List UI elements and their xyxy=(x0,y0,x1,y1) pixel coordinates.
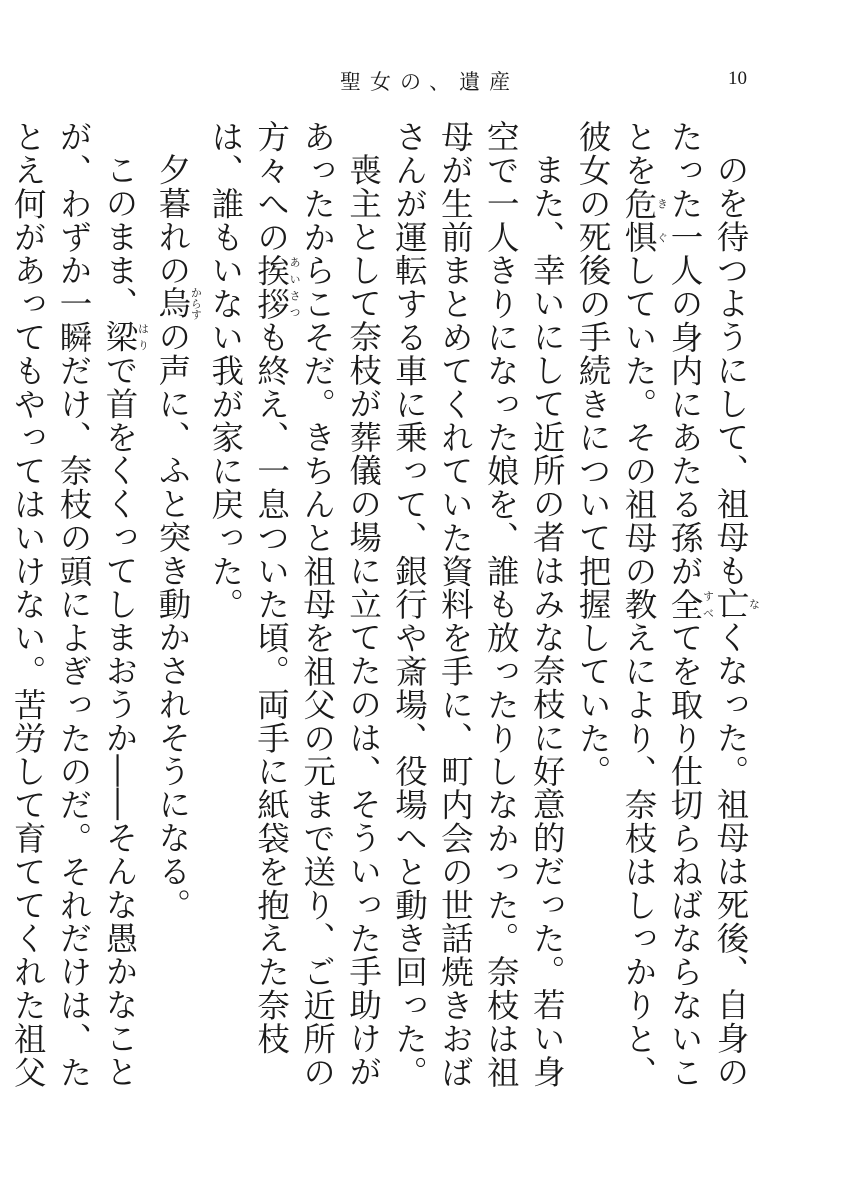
paragraph xyxy=(386,120,570,1120)
text-run: 夕暮れの xyxy=(153,152,192,287)
furigana: からす xyxy=(189,286,203,320)
ruby-base: 梁 xyxy=(100,319,139,353)
vertical-body-text xyxy=(9,120,761,1120)
ruby-base: 烏 xyxy=(153,286,192,320)
ruby-word xyxy=(712,586,761,621)
furigana: な xyxy=(747,586,761,621)
text-run: また、幸いにして近所の者はみな奈枝に好意的だった。若い身空で一人きりになった娘を、誰も放ったりしなかった。奈枝は祖母が生前まとめてくれていた資料を手に、町内会の世話焼きおばさんが運転する車に乗って、銀行や斎場、役場へと動き回った。 xyxy=(390,120,567,1089)
paragraph xyxy=(0,120,149,1120)
paragraph xyxy=(202,120,386,1120)
running-title: 聖女の、遺産 xyxy=(340,70,520,94)
paragraph xyxy=(149,120,202,1120)
paragraph xyxy=(569,120,760,1120)
ruby-word xyxy=(100,319,150,353)
ruby-base: 危惧 xyxy=(620,186,658,254)
text-run: このまま、 xyxy=(100,152,139,320)
ruby-word xyxy=(666,587,715,622)
ruby-base: 亡 xyxy=(712,586,750,621)
ruby-word xyxy=(620,186,669,254)
text-run: も終え、一息ついた頃。両手に紙袋を抱えた奈枝は、誰もいない我が家に戻った。 xyxy=(206,120,291,1056)
text-run: で首をくくってしまおうか――そんな愚かなことが、わずか一瞬だけ、奈枝の頭によぎったのだ。それだけは、たとえ何があってもやってはいけない。苦労して育ててくれた祖父 xyxy=(9,120,139,1089)
text-run: くなった。祖母は死後、自身のたった一人の身内にあたる孫が xyxy=(666,120,750,1088)
page-number: 10 xyxy=(728,68,747,89)
ruby-base: 全 xyxy=(666,587,704,622)
text-run: 喪主として奈枝が葬儀の場に立てたのは、そういった手助けがあったからこそだ。きちんと祖母を祖父の元まで送り、ご近所の方々への xyxy=(252,120,383,1089)
text-run: の声に、ふと突き動かされそうになる。 xyxy=(153,319,192,921)
running-header xyxy=(0,66,841,96)
furigana: すべ xyxy=(701,587,715,621)
ruby-word xyxy=(153,286,203,320)
text-run: していた。その祖母の教えにより、奈枝はしっかりと、彼女の死後の手続きについて把握していた。 xyxy=(574,120,658,1089)
furigana: はり xyxy=(136,319,150,353)
furigana: あいさつ xyxy=(288,253,302,321)
ruby-word xyxy=(252,253,302,321)
ruby-base: 挨拶 xyxy=(252,253,291,321)
furigana: きぐ xyxy=(655,186,669,254)
text-run: てを取り仕切らねばならないことを xyxy=(620,120,704,1089)
text-run: のを待つようにして、祖母も xyxy=(712,152,750,587)
